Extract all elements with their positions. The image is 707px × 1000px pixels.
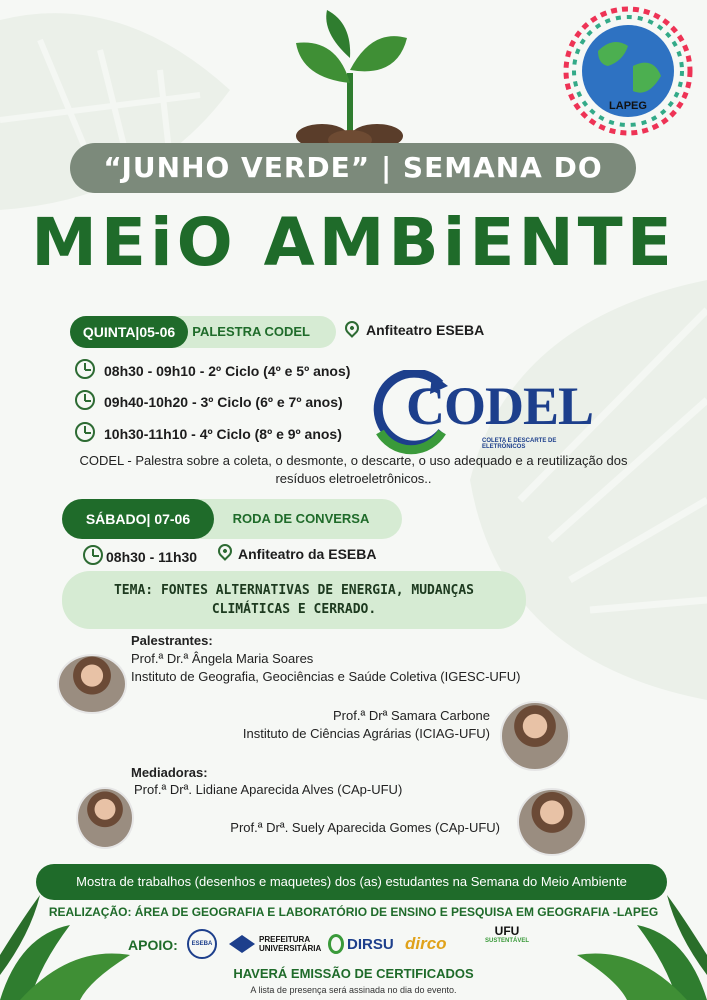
avatar — [76, 787, 134, 849]
event1-session-2: 09h40-10h20 - 3º Ciclo (6º e 7º anos) — [104, 394, 343, 410]
codel-logo-text: CODEL — [406, 376, 594, 436]
dirsu-logo — [328, 929, 394, 959]
ufu-logo-sub: SUSTENTÁVEL — [485, 938, 530, 944]
avatar — [500, 701, 570, 771]
event2-day: SÁBADO| 07-06 — [85, 511, 191, 527]
header-banner: “JUNHO VERDE” | SEMANA DO — [70, 143, 636, 193]
location-pin-icon — [215, 541, 235, 561]
speaker1-name: Prof.ª Dr.ª Ângela Maria Soares — [131, 651, 314, 666]
event1-day-pill — [70, 316, 188, 348]
speaker1-institution: Instituto de Geografia, Geociências e Saúde Coletiva (IGESC-UFU) — [131, 669, 521, 684]
dirsu-icon — [328, 934, 344, 954]
leaf-bottom-left-icon — [0, 895, 140, 1000]
mediators-label: Mediadoras: — [131, 765, 208, 780]
event1-description-2: resíduos eletroeletrônicos.. — [275, 471, 432, 486]
eseba-logo-text: ESEBA — [187, 929, 217, 959]
event2-location: Anfiteatro da ESEBA — [238, 546, 377, 562]
event2-time: 08h30 - 11h30 — [106, 549, 198, 565]
mediator2-name: Prof.ª Drª. Suely Aparecida Gomes (CAp-UFU) — [230, 820, 500, 835]
event1-session-3: 10h30-11h10 - 4º Ciclo (8º e 9º anos) — [104, 426, 342, 442]
avatar — [517, 788, 587, 856]
exhibit-banner: Mostra de trabalhos (desenhos e maquetes) dos (as) estudantes na Semana do Meio Ambiente — [36, 864, 667, 900]
clock-icon — [75, 390, 95, 410]
codel-logo — [370, 370, 600, 455]
event1-type: PALESTRA CODEL — [192, 324, 310, 339]
certificates-text: HAVERÁ EMISSÃO DE CERTIFICADOS — [233, 966, 474, 981]
event1-location: Anfiteatro ESEBA — [366, 322, 485, 338]
prefeitura-logo — [229, 929, 322, 959]
leaf-bg-right-icon — [430, 280, 707, 700]
dirco-logo — [405, 929, 447, 959]
page-title: MEiO AMBiENTE — [31, 204, 676, 281]
dirsu-logo-text: DIRSU — [347, 935, 394, 953]
event2-theme-line1: TEMA: FONTES ALTERNATIVAS DE ENERGIA, MUDANÇAS — [113, 583, 475, 598]
dirco-logo-text: dirco — [405, 934, 447, 953]
eseba-logo — [187, 929, 217, 959]
location-pin-icon — [342, 318, 362, 338]
leaf-bottom-right-icon — [567, 895, 707, 1000]
avatar — [57, 654, 127, 714]
support-label: APOIO: — [128, 937, 178, 953]
ufu-logo-text: UFU — [494, 924, 520, 938]
realization-text: REALIZAÇÃO: ÁREA DE GEOGRAFIA E LABORATÓRIO DE ENSINO E PESQUISA EM GEOGRAFIA -LAPEG — [48, 905, 659, 919]
event1-description-1: CODEL - Palestra sobre a coleta, o desmonte, o descarte, o uso adequado e a reutilização dos — [79, 453, 628, 468]
certificates-note: A lista de presença será assinada no dia do evento. — [250, 985, 457, 995]
event2-day-pill — [62, 499, 214, 539]
event1-day: QUINTA|05-06 — [82, 324, 176, 340]
clock-icon — [83, 545, 103, 565]
speaker2-name: Prof.ª Drª Samara Carbone — [332, 708, 490, 723]
event2-type: RODA DE CONVERSA — [232, 511, 370, 526]
globe-icon — [563, 6, 693, 136]
speakers-label: Palestrantes: — [131, 633, 213, 648]
clock-icon — [75, 422, 95, 442]
speaker2-institution: Instituto de Ciências Agrárias (ICIAG-UFU) — [242, 726, 490, 741]
lapeg-logo-text: LAPEG — [609, 100, 647, 112]
prefeitura-icon — [229, 935, 255, 953]
event2-theme — [62, 571, 526, 629]
ufu-logo — [485, 924, 529, 960]
sprout-icon — [282, 8, 422, 148]
mediator1-name: Prof.ª Drª. Lidiane Aparecida Alves (CAp-UFU) — [134, 782, 403, 797]
event2-theme-line2: CLIMÁTICAS E CERRADO. — [211, 602, 377, 617]
prefeitura-logo-text: PREFEITURA UNIVERSITÁRIA — [259, 935, 322, 953]
lapeg-logo — [563, 6, 693, 136]
codel-tagline: COLETA E DESCARTE DE ELETRÔNICOS — [482, 438, 557, 450]
clock-icon — [75, 359, 95, 379]
event1-session-1: 08h30 - 09h10 - 2º Ciclo (4º e 5º anos) — [104, 363, 351, 379]
